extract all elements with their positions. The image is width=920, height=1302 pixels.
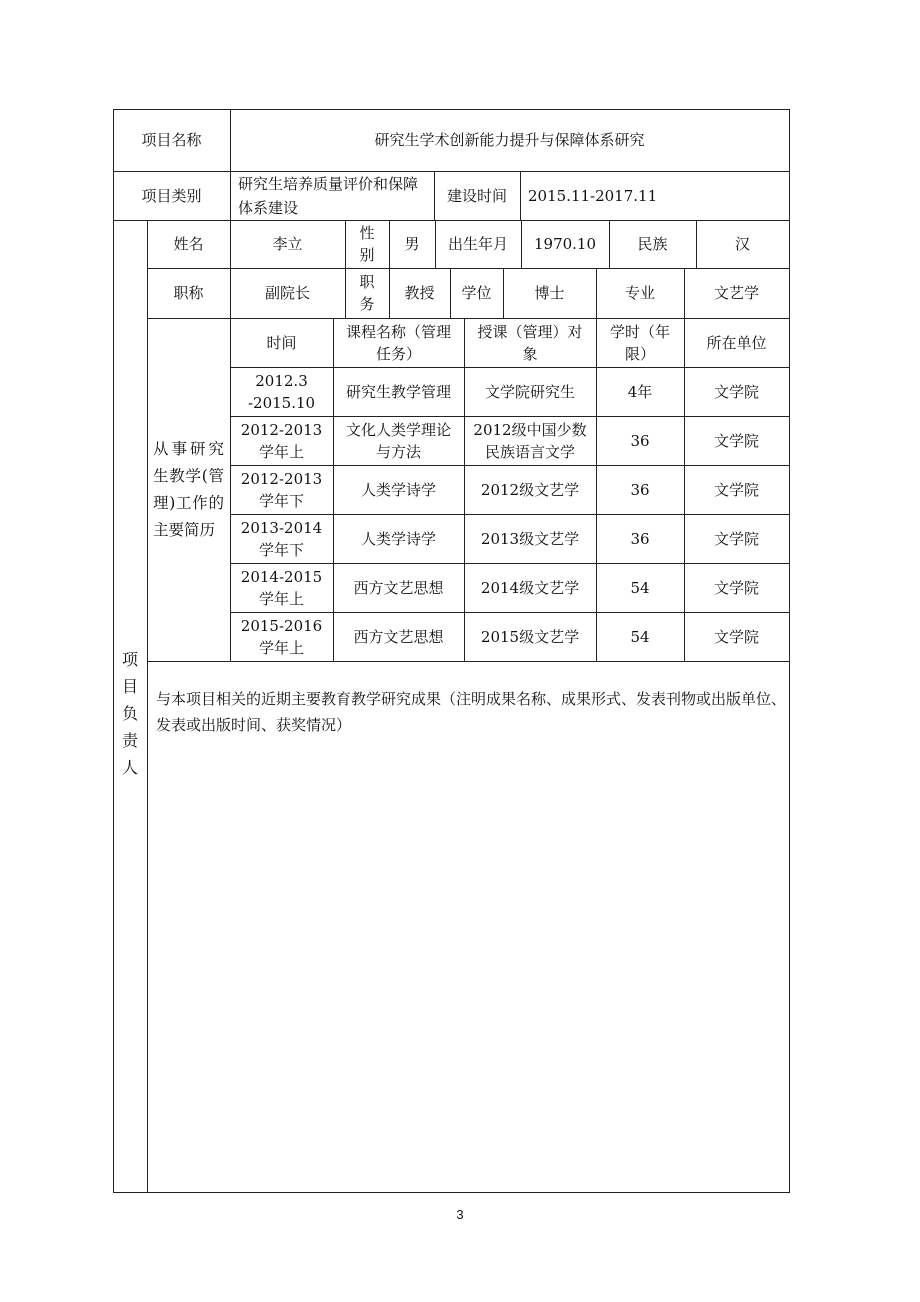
history-header-time: 时间	[266, 333, 297, 352]
position-label: 职务	[359, 273, 375, 313]
table-row-unit: 文学院	[713, 627, 759, 646]
build-time-value: 2015.11-2017.11	[528, 186, 658, 205]
project-name-value: 研究生学术创新能力提升与保障体系研究	[374, 131, 645, 149]
degree-label: 学位	[461, 284, 492, 302]
major-label: 专业	[624, 284, 655, 302]
project-category-label: 项目类别	[141, 186, 202, 205]
table-row-course: 人类学诗学	[360, 529, 436, 548]
table-row-unit: 文学院	[713, 480, 759, 499]
title-value: 副院长	[264, 284, 310, 302]
table-row-time: 2012-2013学年下	[240, 469, 323, 510]
gender-label: 性别	[359, 224, 375, 264]
table-row-hours: 54	[630, 627, 650, 646]
table-row-time: 2013-2014学年下	[240, 518, 323, 559]
table-row-unit: 文学院	[713, 578, 759, 597]
project-category-value: 研究生培养质量评价和保障体系建设	[238, 174, 419, 217]
table-row-audience: 2013级文艺学	[480, 529, 580, 548]
title-label: 职称	[173, 284, 204, 302]
table-row-course: 西方文艺思想	[353, 627, 444, 646]
history-header-audience: 授课（管理）对象	[477, 322, 583, 363]
history-header-hours: 学时（年限）	[609, 322, 670, 363]
table-row-audience: 2014级文艺学	[480, 578, 580, 597]
table-row-audience: 文学院研究生	[484, 382, 575, 401]
table-row-unit: 文学院	[713, 382, 759, 401]
birth-label: 出生年月	[447, 235, 508, 253]
table-row-time: 2012-2013学年上	[240, 420, 323, 461]
gender-value: 男	[404, 235, 420, 253]
table-row-unit: 文学院	[713, 431, 759, 450]
ethnicity-label: 民族	[637, 235, 668, 253]
leader-section-label: 项目负责人	[121, 650, 138, 777]
table-row-hours: 36	[630, 529, 650, 548]
table-row-hours: 4年	[627, 382, 653, 401]
position-value: 教授	[404, 284, 435, 302]
table-row-audience: 2012级中国少数民族语言文学	[473, 420, 587, 461]
birth-value: 1970.10	[533, 235, 597, 253]
leader-name-value: 李立	[272, 235, 303, 253]
table-row-hours: 54	[630, 578, 650, 597]
table-row-time: 2012.3 -2015.10	[247, 371, 316, 412]
table-row-course: 研究生教学管理	[345, 382, 451, 401]
ethnicity-value: 汉	[734, 235, 750, 253]
table-row-course: 西方文艺思想	[353, 578, 444, 597]
table-row-audience: 2012级文艺学	[480, 480, 580, 499]
build-time-label: 建设时间	[446, 186, 507, 205]
table-row-audience: 2015级文艺学	[480, 627, 580, 646]
table-row-hours: 36	[630, 480, 650, 499]
table-row-hours: 36	[630, 431, 650, 450]
page-number: 3	[456, 1207, 464, 1222]
table-row-time: 2015-2016学年上	[240, 616, 323, 657]
major-value: 文艺学	[713, 284, 759, 302]
degree-value: 博士	[534, 284, 565, 302]
table-row-course: 文化人类学理论与方法	[345, 420, 451, 461]
table-row-unit: 文学院	[713, 529, 759, 548]
achievements-prompt: 与本项目相关的近期主要教育教学研究成果（注明成果名称、成果形式、发表刊物或出版单位、发表或出版时间、获奖情况）	[156, 690, 787, 734]
table-row-course: 人类学诗学	[360, 480, 436, 499]
leader-name-label: 姓名	[173, 235, 204, 253]
history-section-label: 从事研究生教学(管理)工作的主要简历	[153, 439, 224, 539]
project-name-label: 项目名称	[141, 131, 202, 149]
table-row-time: 2014-2015学年上	[240, 567, 323, 608]
history-header-course: 课程名称（管理任务）	[345, 322, 451, 363]
history-header-unit: 所在单位	[706, 333, 767, 352]
